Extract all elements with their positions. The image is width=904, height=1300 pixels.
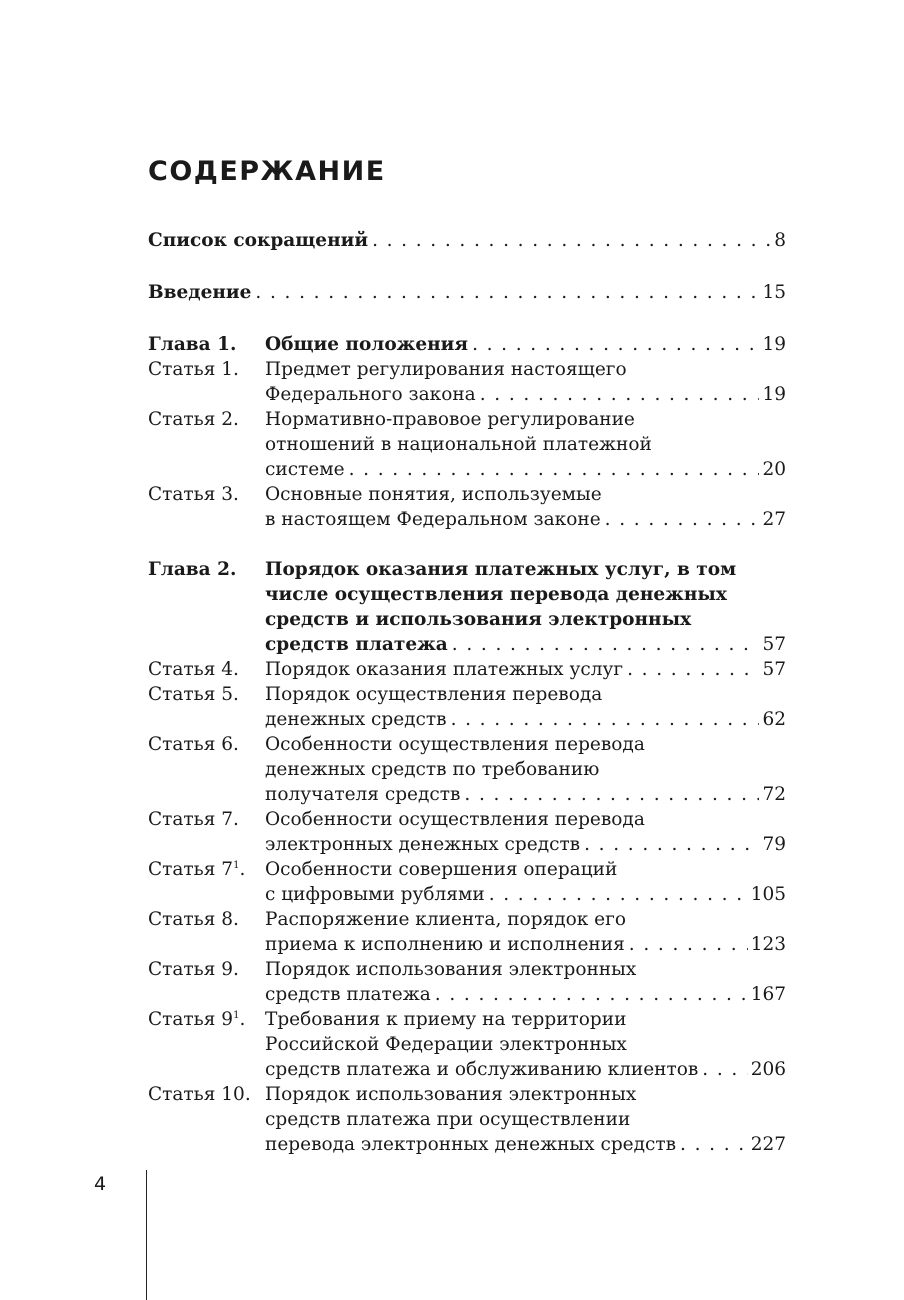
toc-title-line: Особенности совершения операций bbox=[265, 859, 618, 880]
toc-entry-article-7-1 bbox=[148, 857, 786, 907]
toc-title-line: Российской Федерации электронных bbox=[265, 1034, 627, 1055]
dot-leader bbox=[489, 882, 748, 907]
toc-entry-article-10 bbox=[148, 1082, 786, 1157]
toc-title-line: Основные понятия, используемые bbox=[265, 484, 602, 505]
toc-entry-article-6 bbox=[148, 732, 786, 807]
toc-title-line: средств платежа bbox=[265, 634, 448, 655]
toc-entry-article-2 bbox=[148, 407, 786, 482]
dot-leader bbox=[452, 632, 760, 657]
toc-entry-article-4 bbox=[148, 657, 786, 682]
toc-entry-article-8 bbox=[148, 907, 786, 957]
toc-title-line: системе bbox=[265, 459, 345, 480]
toc-title: Введение bbox=[148, 282, 252, 303]
toc-title-line: Предмет регулирования настоящего bbox=[265, 359, 627, 380]
toc-title-line: Федерального закона bbox=[265, 384, 476, 405]
table-of-contents bbox=[148, 228, 786, 1157]
dot-leader bbox=[472, 332, 759, 357]
toc-title-line: отношений в национальной платежной bbox=[265, 434, 652, 455]
toc-page: 20 bbox=[762, 459, 786, 480]
toc-label: Статья 1. bbox=[148, 359, 239, 380]
toc-title-line: средств платежа bbox=[265, 984, 431, 1005]
toc-page: 167 bbox=[750, 984, 786, 1005]
toc-entry-article-7 bbox=[148, 807, 786, 857]
toc-label: Статья $7^1$. bbox=[148, 859, 246, 880]
toc-label: Статья 5. bbox=[148, 684, 239, 705]
toc-entry-introduction bbox=[148, 280, 786, 305]
toc-label: Глава 2. bbox=[148, 559, 237, 580]
toc-page: 123 bbox=[750, 934, 786, 955]
toc-title-line: Особенности осуществления перевода bbox=[265, 809, 645, 830]
toc-title-line: получателя средств bbox=[265, 784, 461, 805]
toc-title-line: Особенности осуществления перевода bbox=[265, 734, 645, 755]
dot-leader bbox=[680, 1132, 748, 1157]
toc-page: 79 bbox=[762, 834, 786, 855]
toc-title-line: перевода электронных денежных средств bbox=[265, 1134, 677, 1155]
toc-page: 62 bbox=[762, 709, 786, 730]
dot-leader bbox=[435, 982, 748, 1007]
toc-label: Статья $9^1$. bbox=[148, 1009, 246, 1030]
toc-entry-article-5 bbox=[148, 682, 786, 732]
toc-page: 8 bbox=[774, 230, 786, 251]
toc-page: 206 bbox=[750, 1059, 786, 1080]
toc-title-line: средств платежа и обслуживанию клиентов bbox=[265, 1059, 699, 1080]
toc-title-line: Порядок оказания платежных услуг bbox=[265, 659, 624, 680]
toc-page: 57 bbox=[762, 634, 786, 655]
toc-page: 27 bbox=[762, 509, 786, 530]
dot-leader bbox=[349, 457, 760, 482]
toc-title-line: электронных денежных средств bbox=[265, 834, 581, 855]
dot-leader bbox=[464, 782, 759, 807]
toc-entry-chapter-1 bbox=[148, 332, 786, 357]
toc-entry-article-1 bbox=[148, 357, 786, 407]
toc-title-line: Требования к приему на территории bbox=[265, 1009, 627, 1030]
toc-title-line: средств платежа при осуществлении bbox=[265, 1109, 631, 1130]
toc-label: Статья 3. bbox=[148, 484, 239, 505]
toc-title-line: средств и использования электронных bbox=[265, 609, 692, 630]
dot-leader bbox=[255, 280, 759, 305]
toc-page: 57 bbox=[762, 659, 786, 680]
toc-title: Список сокращений bbox=[148, 230, 369, 251]
toc-title-line: в настоящем Федеральном законе bbox=[265, 509, 601, 530]
dot-leader bbox=[584, 832, 759, 857]
dot-leader bbox=[627, 657, 759, 682]
toc-title-line: Порядок осуществления перевода bbox=[265, 684, 603, 705]
toc-label: Статья 8. bbox=[148, 909, 239, 930]
toc-label: Статья 10. bbox=[148, 1084, 251, 1105]
toc-label: Статья 7. bbox=[148, 809, 239, 830]
toc-title-line: денежных средств по требованию bbox=[265, 759, 600, 780]
margin-rule bbox=[146, 1170, 147, 1300]
toc-label: Глава 1. bbox=[148, 334, 237, 355]
dot-leader bbox=[372, 228, 771, 253]
toc-title-line: Порядок использования электронных bbox=[265, 959, 637, 980]
toc-title-line: денежных средств bbox=[265, 709, 447, 730]
dot-leader bbox=[451, 707, 760, 732]
toc-entry-chapter-2 bbox=[148, 557, 786, 657]
toc-page: 227 bbox=[750, 1134, 786, 1155]
toc-page: 105 bbox=[750, 884, 786, 905]
toc-label: Статья 2. bbox=[148, 409, 239, 430]
toc-entry-article-3 bbox=[148, 482, 786, 532]
toc-title-line: Порядок оказания платежных услуг, в том bbox=[265, 559, 737, 580]
page-title: СОДЕРЖАНИЕ bbox=[148, 156, 386, 187]
toc-page: 19 bbox=[762, 334, 786, 355]
toc-title-line: Порядок использования электронных bbox=[265, 1084, 637, 1105]
toc-title-line: с цифровыми рублями bbox=[265, 884, 485, 905]
toc-entry-article-9 bbox=[148, 957, 786, 1007]
toc-title: Общие положения bbox=[265, 334, 469, 355]
toc-title-line: числе осуществления перевода денежных bbox=[265, 584, 727, 605]
dot-leader bbox=[480, 382, 760, 407]
toc-label: Статья 6. bbox=[148, 734, 239, 755]
toc-title-line: приема к исполнению и исполнения bbox=[265, 934, 625, 955]
toc-entry-article-9-1 bbox=[148, 1007, 786, 1082]
dot-leader bbox=[702, 1057, 747, 1082]
toc-label: Статья 4. bbox=[148, 659, 239, 680]
toc-page: 19 bbox=[762, 384, 786, 405]
toc-title-line: Распоряжение клиента, порядок его bbox=[265, 909, 626, 930]
toc-entry-abbreviations bbox=[148, 228, 786, 253]
toc-title-line: Нормативно-правовое регулирование bbox=[265, 409, 635, 430]
toc-label: Статья 9. bbox=[148, 959, 239, 980]
dot-leader bbox=[605, 507, 760, 532]
dot-leader bbox=[629, 932, 748, 957]
toc-page: 72 bbox=[762, 784, 786, 805]
page-number: 4 bbox=[94, 1173, 107, 1195]
toc-page: 15 bbox=[762, 282, 786, 303]
